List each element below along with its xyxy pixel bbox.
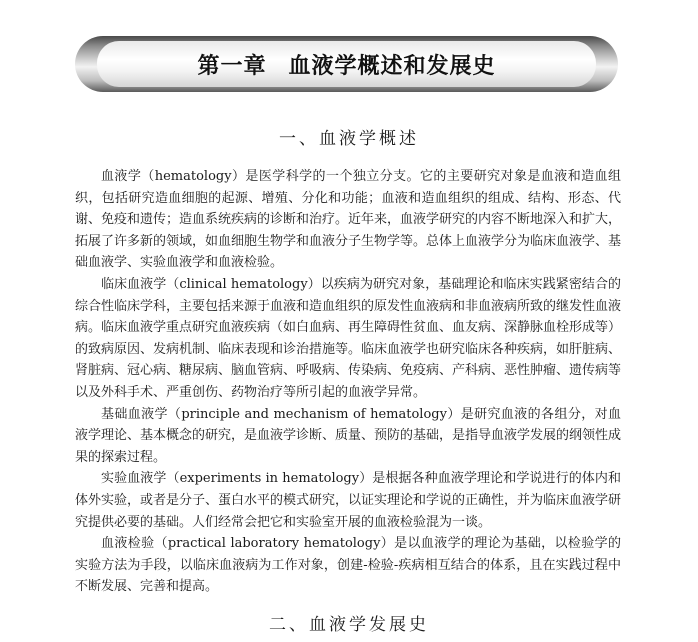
section-heading-history: 二、血液学发展史 <box>269 615 429 635</box>
body-text <box>75 166 621 598</box>
chapter-number: 第一章 <box>197 53 267 79</box>
paragraph-hematology: 血液学（hematology）是医学科学的一个独立分支。它的主要研究对象是血液和造血组织，包括研究造血细胞的起源、增殖、分化和功能；血液和造血组织的组成、结构、形态、代谢、免疫和遗传；造血系统疾病的诊断和治疗。近年来，血液学研究的内容不断地深入和扩大，拓展了许多新的领域，如血细胞生物学和血液分子生物学等。总体上血液学分为临床血液学、基础血液学、实验血液学和血液检验。 <box>75 169 622 271</box>
paragraph-laboratory-hematology: 血液检验（practical laboratory hematology）是以血液学的理论为基础，以检验学的实验方法为手段，以临床血液病为工作对象，创建-检验-疾病相互结合的体系，且在实践过程中不断发展、完善和提高。 <box>75 536 621 595</box>
paragraph-experimental-hematology: 实验血液学（experiments in hematology）是根据各种血液学理论和学说进行的体内和体外实验，或者是分子、蛋白水平的模式研究，以证实理论和学说的正确性，并为临床血液学研究提供必要的基础。人们经常会把它和实验室开展的血液检验混为一谈。 <box>75 471 622 530</box>
section-heading-overview: 一、血液学概述 <box>279 129 419 149</box>
paragraph-clinical-hematology: 临床血液学（clinical hematology）以疾病为研究对象，基础理论和临床实践紧密结合的综合性临床学科，主要包括来源于血液和造血组织的原发性血液病和非血液病所致的继发性血液病。临床血液学重点研究血液疾病（如白血病、再生障碍性贫血、血友病、深静脉血栓形成等）的致病原因、发病机制、临床表现和诊治措施等。临床血液学也研究临床各种疾病，如肝脏病、肾脏病、冠心病、糖尿病、脑血管病、呼吸病、传染病、免疫病、产科病、恶性肿瘤、遗传病等以及外科手术、严重创伤、药物治疗等所引起的血液学异常。 <box>75 276 622 400</box>
chapter-title <box>197 49 495 80</box>
paragraph-basic-hematology: 基础血液学（principle and mechanism of hematology）是研究血液的各组分，对血液学理论、基本概念的研究，是血液学诊断、质量、预防的基础，是指导血液学发展的纲领性成果的探索过程。 <box>75 406 622 465</box>
chapter-name: 血液学概述和发展史 <box>288 53 496 79</box>
chapter-banner <box>75 36 618 92</box>
